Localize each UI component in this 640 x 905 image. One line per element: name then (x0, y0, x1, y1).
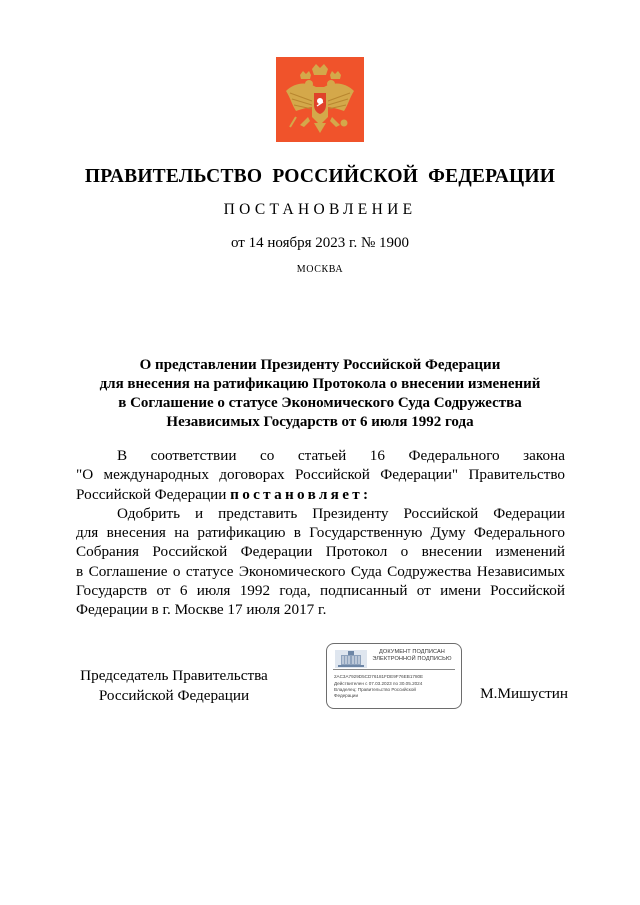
government-title: ПРАВИТЕЛЬСТВО РОССИЙСКОЙ ФЕДЕРАЦИИ (84, 166, 556, 187)
stamp-owner: Федерации (334, 693, 359, 698)
stamp-validity: Действителен с 07.03.2023 по 30.05.2024 (334, 681, 423, 686)
decision-line: Федерации в г. Москве 17 июля 2017 г. (76, 601, 327, 619)
stamp-divider (333, 669, 455, 670)
resolution-body (76, 446, 565, 620)
signatory-position (74, 666, 274, 705)
document-city: МОСКВА (296, 264, 344, 275)
heading-line: О представлении Президенту Российской Федерации (139, 357, 501, 373)
decision-paragraph (76, 504, 565, 620)
document-date-number: от 14 ноября 2023 г. № 1900 (230, 235, 410, 251)
stamp-title (367, 649, 457, 663)
preamble-line: В соответствии со статьей 16 Федерального закона (117, 447, 565, 464)
stamp-certificate: 2AC3A7929D5CD76181FDE9F76EB1780E (334, 674, 424, 679)
signatory-position-line: Российской Федерации (98, 686, 250, 704)
decision-line: Собрания Российской Федерации Протокол о внесении изменений (76, 543, 565, 561)
decree-word: постановляет: (230, 485, 372, 503)
decision-line: Одобрить и представить Президенту Российской Федерации (117, 504, 565, 522)
stamp-title-line: ДОКУМЕНТ ПОДПИСАН (379, 649, 445, 655)
heading-line: для внесения на ратификацию Протокола о внесении изменений (99, 376, 541, 392)
decision-line: в Соглашение о статусе Экономического Суда Содружества Независимых (76, 562, 565, 580)
stamp-owner: Владелец: Правительство Российской (334, 687, 416, 692)
signatory-position-line: Председатель Правительства (80, 667, 268, 684)
resolution-heading (60, 356, 580, 432)
electronic-signature-stamp (326, 643, 462, 709)
signatory-name: М.Мишустин (480, 685, 568, 702)
decision-line: Государств от 6 июля 1992 года, подписанный от имени Российской (76, 582, 565, 600)
heading-line: Независимых Государств от 6 июля 1992 года (166, 414, 474, 430)
coat-of-arms-icon (276, 57, 364, 142)
preamble-text: Российской Федерации (76, 485, 231, 503)
preamble-paragraph (76, 446, 565, 504)
government-building-icon (335, 650, 367, 668)
stamp-title-line: ЭЛЕКТРОННОЙ ПОДПИСЬЮ (372, 656, 452, 662)
document-type: ПОСТАНОВЛЕНИЕ (223, 201, 417, 218)
preamble-line (76, 485, 565, 504)
preamble-line: "О международных договорах Российской Федерации" Правительство (76, 466, 565, 484)
decision-line: для внесения на ратификацию в Государственную Думу Федерального (76, 524, 565, 542)
heading-line: в Соглашение о статусе Экономического Суда Содружества (118, 395, 522, 411)
